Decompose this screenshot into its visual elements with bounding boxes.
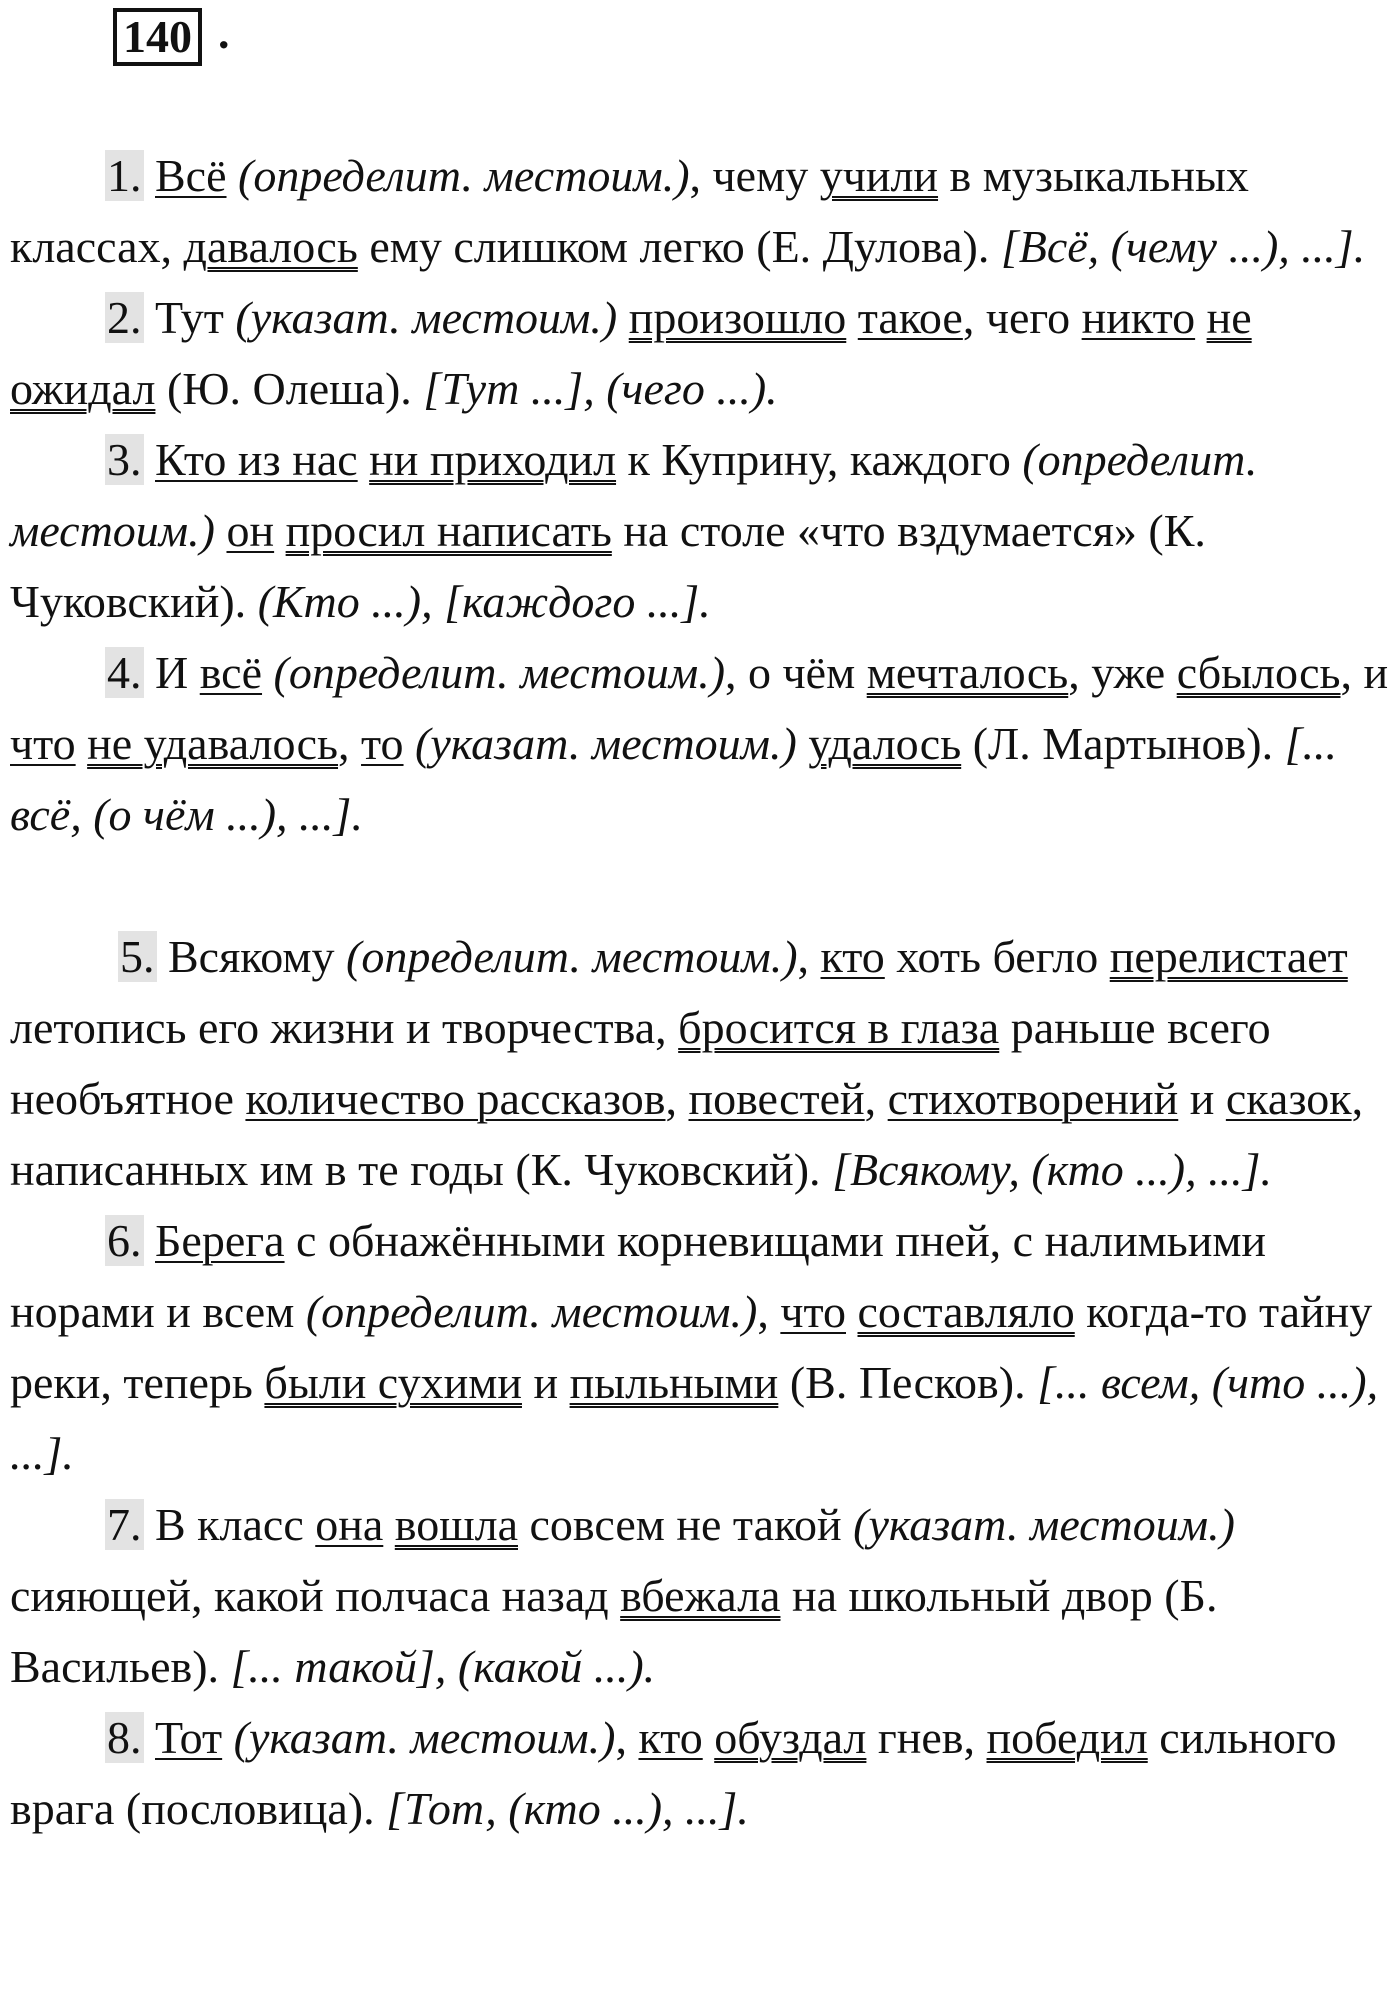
underlined-single: кто (638, 1712, 703, 1763)
plain-text: И (143, 647, 200, 698)
plain-text: , (665, 1073, 689, 1124)
grammar-note: (указат. местоим.) (415, 718, 797, 769)
grammar-note: (определит. местоим.) (305, 1286, 758, 1337)
underlined-single: что (780, 1286, 846, 1337)
plain-text: хоть бегло (884, 931, 1110, 982)
plain-text (703, 1712, 715, 1763)
sentence-scheme: [... всем, (что ...), ...]. (10, 1357, 1379, 1479)
plain-text: , (797, 931, 821, 982)
plain-text (144, 434, 156, 485)
plain-text: , (864, 1073, 888, 1124)
plain-text (144, 150, 156, 201)
sentence-scheme: (Кто ...), [каждого ...]. (257, 576, 711, 627)
plain-text: , (338, 718, 362, 769)
sentence-scheme: [Всё, (чему ...), ...]. (1000, 221, 1366, 272)
plain-text: совсем не такой (518, 1499, 854, 1550)
grammar-note: (указат. местоим.) (233, 1712, 616, 1763)
plain-text: , о чём (725, 647, 867, 698)
underlined-double: давалось (183, 221, 358, 272)
plain-text: , и (1340, 647, 1389, 698)
underlined-double: не ожидал (10, 292, 1252, 414)
sentence-8 (10, 1702, 1395, 1844)
plain-text (383, 1499, 395, 1550)
plain-text: на школьный двор (Б. Васильев). (10, 1570, 1218, 1692)
underlined-single: повестей (688, 1073, 865, 1124)
sentence-scheme: [... такой], (какой ...). (230, 1641, 656, 1692)
plain-text: и (1178, 1073, 1226, 1124)
plain-text: с обнажёнными корневищами пней, с налимьими норами и всем (10, 1215, 1267, 1337)
plain-text: , (615, 1712, 639, 1763)
plain-text (227, 150, 239, 201)
underlined-double: не удавалось (87, 718, 339, 769)
sentence-2 (10, 282, 1395, 424)
underlined-double: учили (819, 150, 939, 201)
sentence-5 (10, 921, 1395, 1205)
plain-text: , чему (689, 150, 820, 201)
underlined-double: пыльными (569, 1357, 779, 1408)
underlined-single: Тот (155, 1712, 223, 1763)
plain-text: к Куприну, каждого (616, 434, 1023, 485)
plain-text: на столе «что вздумается» (К. Чуковский). (10, 505, 1206, 627)
plain-text: (Л. Мартынов). (961, 718, 1285, 769)
plain-text: в музыкальных классах, (10, 150, 1249, 272)
underlined-double: мечталось (866, 647, 1069, 698)
underlined-double: ни приходил (369, 434, 617, 485)
plain-text (215, 505, 227, 556)
grammar-note: (определит. местоим.) (273, 647, 726, 698)
sentence-7 (10, 1489, 1395, 1702)
underlined-single: кто (820, 931, 885, 982)
plain-text (144, 1215, 156, 1266)
sentence-number: 8. (107, 1712, 142, 1763)
sentence-number: 3. (107, 434, 142, 485)
sentence-number: 2. (107, 292, 142, 343)
plain-text (797, 718, 809, 769)
sentence-number: 1. (107, 150, 142, 201)
plain-text (274, 505, 286, 556)
plain-text: ему слишком легко (Е. Дулова). (357, 221, 1001, 272)
plain-text: раньше всего необъятное (10, 1002, 1271, 1124)
underlined-single: Всё (155, 150, 227, 201)
plain-text (262, 647, 274, 698)
underlined-double: просил написать (285, 505, 612, 556)
grammar-note: (указат. местоим.) (853, 1499, 1235, 1550)
plain-text (846, 292, 858, 343)
underlined-double: вошла (394, 1499, 518, 1550)
plain-text: , (757, 1286, 781, 1337)
underlined-double: произошло (628, 292, 847, 343)
sentence-3 (10, 424, 1395, 637)
underlined-double: составляло (857, 1286, 1075, 1337)
underlined-double: были сухими (264, 1357, 522, 1408)
plain-text: , чего (962, 292, 1082, 343)
underlined-single: сказок (1225, 1073, 1352, 1124)
plain-text: , уже (1068, 647, 1177, 698)
plain-text: гнев, (866, 1712, 987, 1763)
underlined-single: то (361, 718, 404, 769)
sentence-scheme: [Тот, (кто ...), ...]. (386, 1783, 749, 1834)
plain-text (222, 1712, 234, 1763)
plain-text (1195, 292, 1207, 343)
plain-text (358, 434, 370, 485)
underlined-single: такое (857, 292, 963, 343)
grammar-note: (определит. местоим.) (238, 150, 690, 201)
underlined-single: количество рассказов (245, 1073, 666, 1124)
plain-text (846, 1286, 858, 1337)
plain-text: когда-то тайну реки, теперь (10, 1286, 1373, 1408)
plain-text: (Ю. Олеша). (155, 363, 424, 414)
plain-text: , написанных им в те годы (К. Чуковский). (10, 1073, 1364, 1195)
plain-text (76, 718, 88, 769)
plain-text: и (521, 1357, 570, 1408)
task-number-box (113, 8, 202, 66)
underlined-single: она (315, 1499, 384, 1550)
task-number-dot: . (218, 7, 230, 58)
sentence-6 (10, 1205, 1395, 1489)
underlined-single: никто (1081, 292, 1196, 343)
sentence-number: 5. (120, 931, 155, 982)
underlined-single: что (10, 718, 76, 769)
plain-text: Всякому (156, 931, 347, 982)
underlined-single: Берега (155, 1215, 285, 1266)
task-number: 140 (123, 11, 192, 62)
underlined-double: бросится в глаза (678, 1002, 1000, 1053)
sentence-number: 4. (107, 647, 142, 698)
underlined-double: победил (986, 1712, 1148, 1763)
underlined-single: всё (199, 647, 263, 698)
sentence-number: 6. (107, 1215, 142, 1266)
sentence-number: 7. (107, 1499, 142, 1550)
underlined-double: вбежала (620, 1570, 781, 1621)
plain-text (404, 718, 416, 769)
underlined-double: сбылось (1176, 647, 1341, 698)
underlined-single: Кто из нас (155, 434, 358, 485)
underlined-single: стихотворений (887, 1073, 1179, 1124)
grammar-note: (определит. местоим.) (10, 434, 1258, 556)
sentence-scheme: [... всё, (о чём ...), ...]. (10, 718, 1337, 840)
grammar-note: (указат. местоим.) (235, 292, 618, 343)
plain-text: сияющей, какой полчаса назад (10, 1570, 621, 1621)
plain-text: сильного врага (пословица). (10, 1712, 1337, 1834)
plain-text: летопись его жизни и творчества, (10, 1002, 679, 1053)
plain-text: (В. Песков). (778, 1357, 1038, 1408)
sentence-4 (10, 637, 1395, 850)
plain-text: Тут (143, 292, 236, 343)
underlined-double: удалось (808, 718, 962, 769)
underlined-double: перелистает (1109, 931, 1348, 982)
plain-text (144, 1712, 156, 1763)
plain-text: В класс (143, 1499, 316, 1550)
grammar-note: (определит. местоим.) (346, 931, 798, 982)
sentence-1 (10, 140, 1395, 282)
exercise-text (10, 140, 1395, 1844)
underlined-double: обуздал (714, 1712, 867, 1763)
underlined-single: он (226, 505, 275, 556)
plain-text (617, 292, 629, 343)
sentence-scheme: [Тут ...], (чего ...). (423, 363, 778, 414)
sentence-scheme: [Всякому, (кто ...), ...]. (832, 1144, 1273, 1195)
